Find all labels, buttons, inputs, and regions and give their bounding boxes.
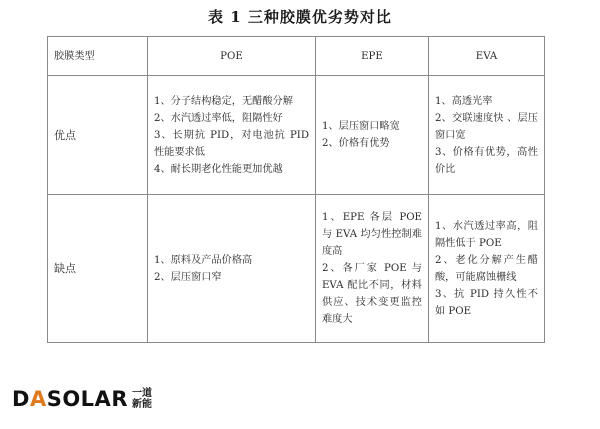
list-item: 2、价格有优势 (322, 138, 390, 149)
list-item: 1、EPE 各层 POE 与 EVA 均匀性控制难度高 (322, 212, 422, 257)
list-item: 1、分子结构稳定，无醋酸分解 (154, 95, 293, 107)
table-header-row (48, 37, 545, 76)
logo-wordmark: DASOLAR (12, 387, 128, 411)
list-item: 1、原料及产品价格高 (154, 254, 253, 266)
header-poe: POE (148, 37, 316, 76)
advantages-epe-cell (316, 76, 429, 195)
logo-chinese-name: 一道 新能 (131, 388, 152, 410)
list-item: 2、水汽透过率低，阻隔性好 (154, 112, 283, 124)
list-item: 2、交联速度快 、层压窗口宽 (435, 112, 538, 141)
list-item: 1、高透光率 (435, 95, 493, 107)
disadvantages-poe-cell (148, 195, 316, 343)
list-item: 4、耐长期老化性能更加优越 (154, 163, 283, 175)
comparison-table (47, 36, 545, 343)
row-label-disadvantages: 缺点 (48, 195, 148, 343)
list-item: 2、老化分解产生醋酸，可能腐蚀栅线 (435, 254, 538, 283)
list-item: 3、价格有优势，高性价比 (435, 146, 538, 175)
list-item: 3、抗 PID 持久性不如 POE (435, 288, 538, 317)
disadvantages-epe-cell (316, 195, 429, 343)
dasolar-logo (12, 384, 152, 414)
table-row-disadvantages (48, 195, 545, 343)
table-title: 表 1 三种胶膜优劣势对比 (208, 8, 392, 26)
list-item: 1、水汽透过率高，阻隔性低于 POE (435, 220, 538, 249)
header-eva: EVA (429, 37, 545, 76)
list-item: 1、层压窗口略宽 (322, 121, 400, 132)
advantages-eva-cell (429, 76, 545, 195)
list-item: 2、各厂家 POE 与 EVA 配比不同，材料供应、技术变更监控难度大 (322, 263, 422, 325)
list-item: 3、长期抗 PID，对电池抗 PID 性能要求低 (154, 129, 309, 158)
list-item: 2、层压窗口窄 (154, 271, 222, 283)
table-row-advantages (48, 76, 545, 195)
header-film-type: 胶膜类型 (48, 37, 148, 76)
advantages-poe-cell (148, 76, 316, 195)
row-label-advantages: 优点 (48, 76, 148, 195)
header-epe: EPE (316, 37, 429, 76)
disadvantages-eva-cell (429, 195, 545, 343)
